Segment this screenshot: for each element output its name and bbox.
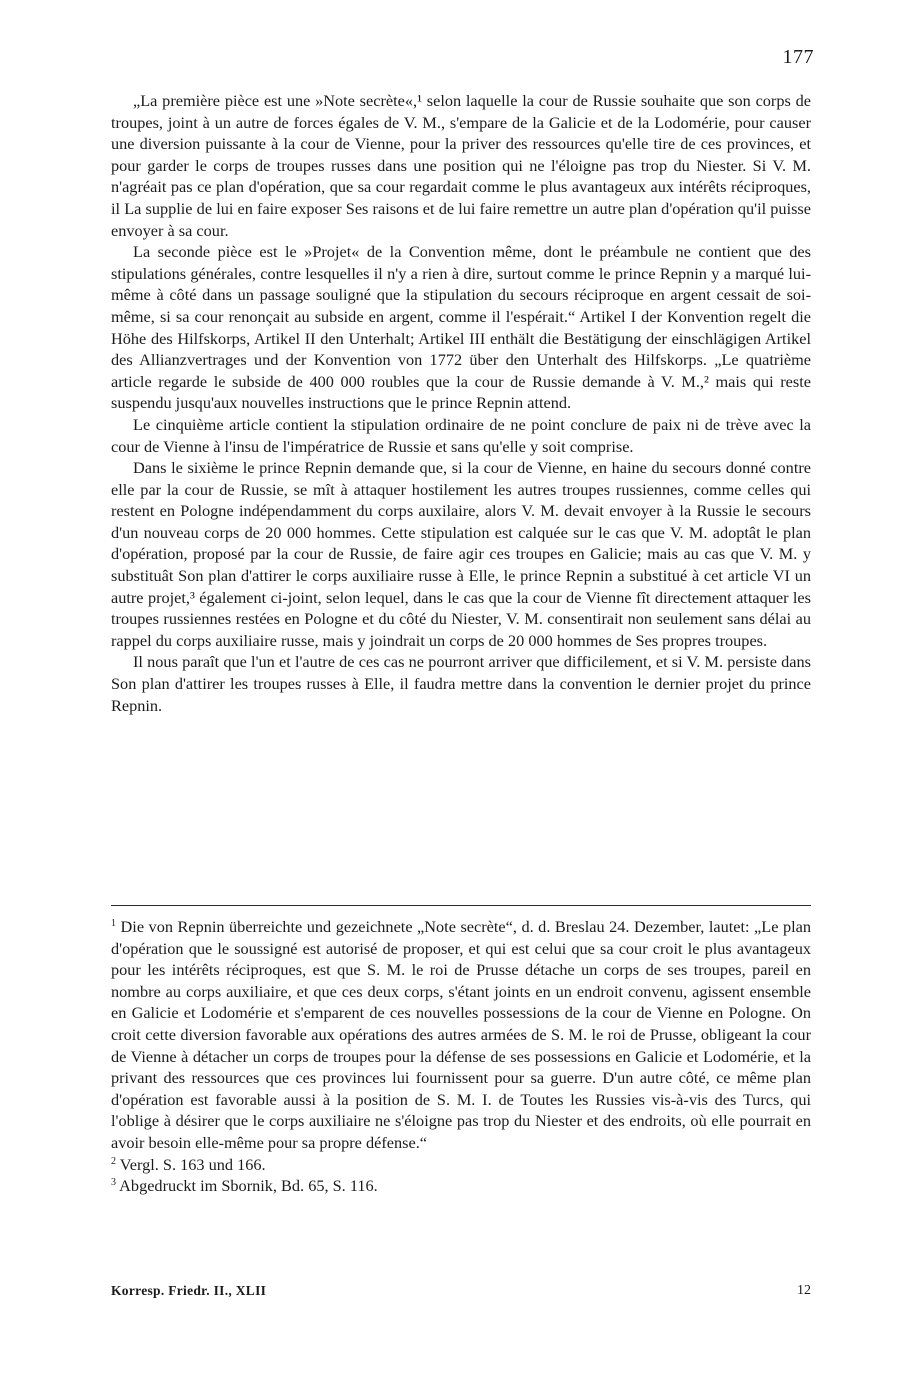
paragraph: „La première pièce est une »Note secrète«,¹ selon laquelle la cour de Russie souhaite que son corps de troupes, joint à un autre de forces égales de V. M., s'empare de la Galicie et de la Lodomérie, pour causer une diversion puissante à la cour de Vienne, pour la priver des ressources qu'elle tire de ces provinces, et pour garder le corps de troupes russes dans une position qui ne l'éloigne pas trop du Niester. Si V. M. n'agréait pas ce plan d'opération, que sa cour regardait comme le plus avantageux aux intérêts réciproques, il La supplie de lui en faire exposer Ses raisons et de lui faire remettre un autre plan d'opération qu'il puisse envoyer à sa cour. <box>111 91 811 240</box>
footnote <box>111 1175 811 1197</box>
paragraph: Dans le sixième le prince Repnin demande que, si la cour de Vienne, en haine du secours donné contre elle par la cour de Russie, se mît à attaquer hostilement les autres troupes russiennes, comme celles qui restent en Pologne indépendamment du corps auxilaire, alors V. M. devait envoyer à la Russie le secours d'un nouveau corps de 20 000 hommes. Cette stipulation est calquée sur le cas que V. M. adoptât le plan d'opération, proposé par la cour de Russie, de faire agir ces troupes en Galicie; mais au cas que V. M. y substituât Son plan d'attirer le corps auxiliaire russe à Elle, le prince Repnin a substitué à cet article VI un autre projet,³ également ci-joint, selon lequel, dans le cas que la cour de Vienne fît directement attaquer les troupes russiennes restées en Pologne et du côté du Niester, V. M. consentirait non seulement sans délai au rappel du corps auxiliaire russe, mais y joindrait un corps de 20 000 hommes de Ses propres troupes. <box>111 458 811 650</box>
footnote-divider <box>111 905 811 906</box>
footnote-mark: 3 <box>111 1177 116 1189</box>
paragraph: La seconde pièce est le »Projet« de la Convention même, dont le préambule ne contient que des stipulations générales, contre lesquelles il n'y a rien à dire, surtout comme le prince Repnin y a marqué lui-même à côté dans un passage souligné que la stipulation du secours réciproque en argent cessait de soi-même, si sa cour renonçait au subside en argent, comme il l'espérait.“ Artikel I der Konvention regelt die Höhe des Hilfskorps, Artikel II den Unterhalt; Artikel III enthält die Bestätigung der einschlägigen Artikel des Allianzvertrages und der Konvention von 1772 über den Unterhalt des Hilfskorps. „Le quatrième article regarde le subside de 400 000 roubles que la cour de Russie demande à V. M.,² mais qui reste suspendu jusqu'aux nouvelles instructions que le prince Repnin attend. <box>111 242 811 413</box>
footnote <box>111 916 811 1154</box>
footnotes <box>111 916 811 1197</box>
paragraph: Il nous paraît que l'un et l'autre de ces cas ne pourront arriver que difficilement, et si V. M. persiste dans Son plan d'attirer les troupes russes à Elle, il faudra mettre dans la convention le dernier projet du prince Repnin. <box>111 652 811 715</box>
footnote <box>111 1154 811 1176</box>
signature-line: Korresp. Friedr. II., XLII <box>111 1283 267 1298</box>
footnote-mark: 1 <box>111 918 116 929</box>
footnote-text: Vergl. S. 163 und 166. <box>119 1154 266 1174</box>
paragraph: Le cinquième article contient la stipulation ordinaire de ne point conclure de paix ni de trève avec la cour de Vienne à l'insu de l'impératrice de Russie et sans qu'elle y soit comprise. <box>111 414 811 456</box>
footnote-text: Abgedruckt im Sbornik, Bd. 65, S. 116. <box>119 1176 378 1196</box>
footnote-text: Die von Repnin überreichte und gezeichnete „Note secrète“, d. d. Breslau 24. Dezember, lautet: „Le plan d'opération que le soussigné est autorisé de proposer, et qui est celui que sa cour croit le plus avantageux pour les intérêts réciproques, est que S. M. le roi de Prusse détache un corps de ses troupes, pareil en nombre au corps auxiliaire, et que ces deux corps, s'étant joints en un endroit convenu, agissent ensemble en Galicie et Lodomérie et s'emparent de ces nouvelles possessions de la cour de Vienne en Pologne. On croit cette diversion favorable aux opérations des autres armées de S. M. le roi de Prusse, obligeant la cour de Vienne à détacher un corps de troupes pour la défense de ses possessions en Galicie et Lodomérie, et la privant des ressources que ces provinces lui fournissent pour sa guerre. D'un autre côté, ce même plan d'opération est favorable aussi à la position de S. M. I. de Toutes les Russies vis-à-vis des Turcs, qui l'oblige à désirer que le corps auxiliaire ne s'éloigne pas trop du Niester et des endroits, où elle pourrait en avoir besoin elle-même pour sa propre défense.“ <box>111 917 811 1152</box>
main-text <box>111 90 811 716</box>
sheet-number: 12 <box>797 1283 811 1298</box>
page-number: 177 <box>782 46 814 68</box>
footnote-mark: 2 <box>111 1155 116 1167</box>
